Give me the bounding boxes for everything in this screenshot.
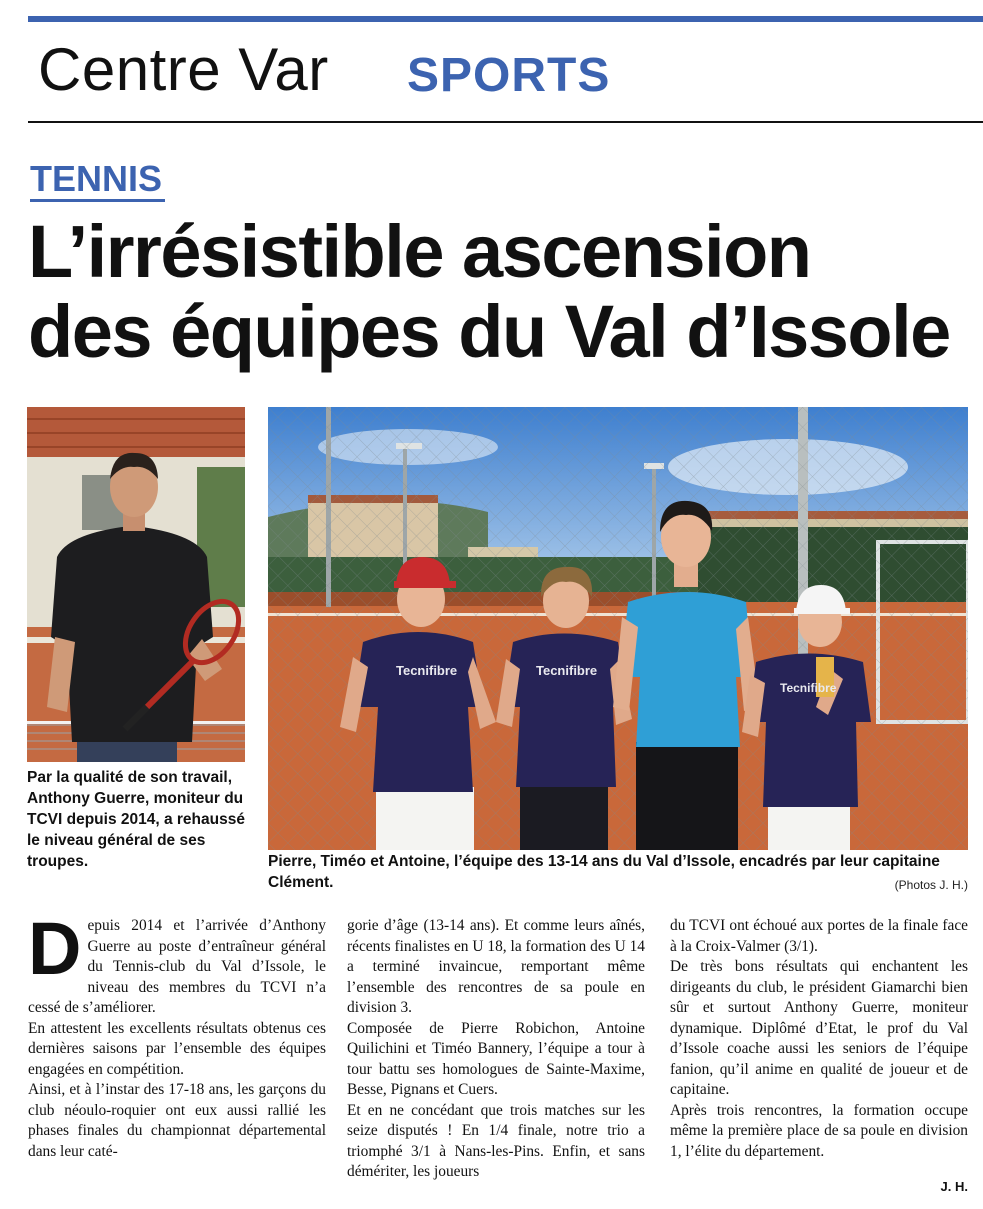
section-name: Centre Var [38, 36, 329, 103]
paragraph: gorie d’âge (13-14 ans). Et comme leurs aînés, récents finalistes en U 18, la formation des U 14 a terminé invaincue, remportant même l’ensemble des rencontres de sa poule en division 3. [347, 917, 645, 1016]
team-shirt-logo-1: Tecnifibre [396, 663, 458, 678]
paragraph: Et en ne concédant que trois matches sur les seize disputés ! En 1/4 finale, notre trio a triomphé 3/1 à Nans-les-Pins. Enfin, et sans démériter, les joueurs [347, 1101, 645, 1180]
article-column-3 [670, 916, 968, 1162]
section-subtitle: SPORTS [407, 49, 611, 102]
photo-credit: (Photos J. H.) [894, 878, 968, 892]
paragraph: Après trois rencontres, la formation occupe même la première place de sa poule en division 1, l’élite du département. [670, 1101, 968, 1160]
header-bottom-rule [28, 121, 983, 123]
paragraph: Composée de Pierre Robichon, Antoine Quilichini et Timéo Bannery, l’équipe a tour à tour battu ses homologues de Sainte-Maxime, Besse, Pignans et Cuers. [347, 1019, 645, 1098]
coach-photo-caption: Par la qualité de son travail, Anthony Guerre, moniteur du TCVI depuis 2014, a rehaussé le niveau général de ses troupes. [27, 769, 245, 870]
drop-cap: D [28, 907, 82, 990]
headline-line-2: des équipes du Val d’Issole [28, 290, 950, 373]
article-column-2 [347, 916, 645, 1183]
headline-line-1: L’irrésistible ascension [28, 210, 811, 293]
paragraph: epuis 2014 et l’arrivée d’Anthony Guerre au poste d’entraîneur général du Tennis-club du Val d’Issole, le niveau des membres du TCVI n’a cessé de s’améliorer. [28, 917, 326, 1016]
author-signature: J. H. [940, 1179, 968, 1194]
article-kicker: TENNIS [30, 158, 163, 199]
team-shirt-logo-3: Tecnifibre [780, 681, 837, 695]
article-column-1 [28, 907, 326, 1162]
header-top-rule [28, 16, 983, 22]
paragraph: En attestent les excellents résultats obtenus ces dernières saisons par l’ensemble des équipes engagées en compétition. [28, 1019, 326, 1078]
team-photo-caption: Pierre, Timéo et Antoine, l’équipe des 13-14 ans du Val d’Issole, encadrés par leur capitaine Clément. [268, 853, 940, 891]
kicker-underline [30, 199, 165, 202]
team-photo [268, 407, 968, 850]
article-headline [28, 212, 983, 372]
paragraph: Ainsi, et à l’instar des 17-18 ans, les garçons du club néoulo-roquier ont eux aussi rallié les phases finales du championnat départemental dans leur caté- [28, 1081, 326, 1160]
paragraph: du TCVI ont échoué aux portes de la finale face à la Croix-Valmer (3/1). [670, 917, 968, 955]
coach-photo [27, 407, 245, 762]
team-shirt-logo-2: Tecnifibre [536, 663, 598, 678]
paragraph: De très bons résultats qui enchantent les dirigeants du club, le président Giamarchi bien sûr et surtout Anthony Guerre, moniteur dynamique. Diplômé d’Etat, le prof du Val d’Issole coache aussi les seniors de l’équipe fanion, qu’il anime en qualité de joueur et de capitaine. [670, 958, 968, 1098]
